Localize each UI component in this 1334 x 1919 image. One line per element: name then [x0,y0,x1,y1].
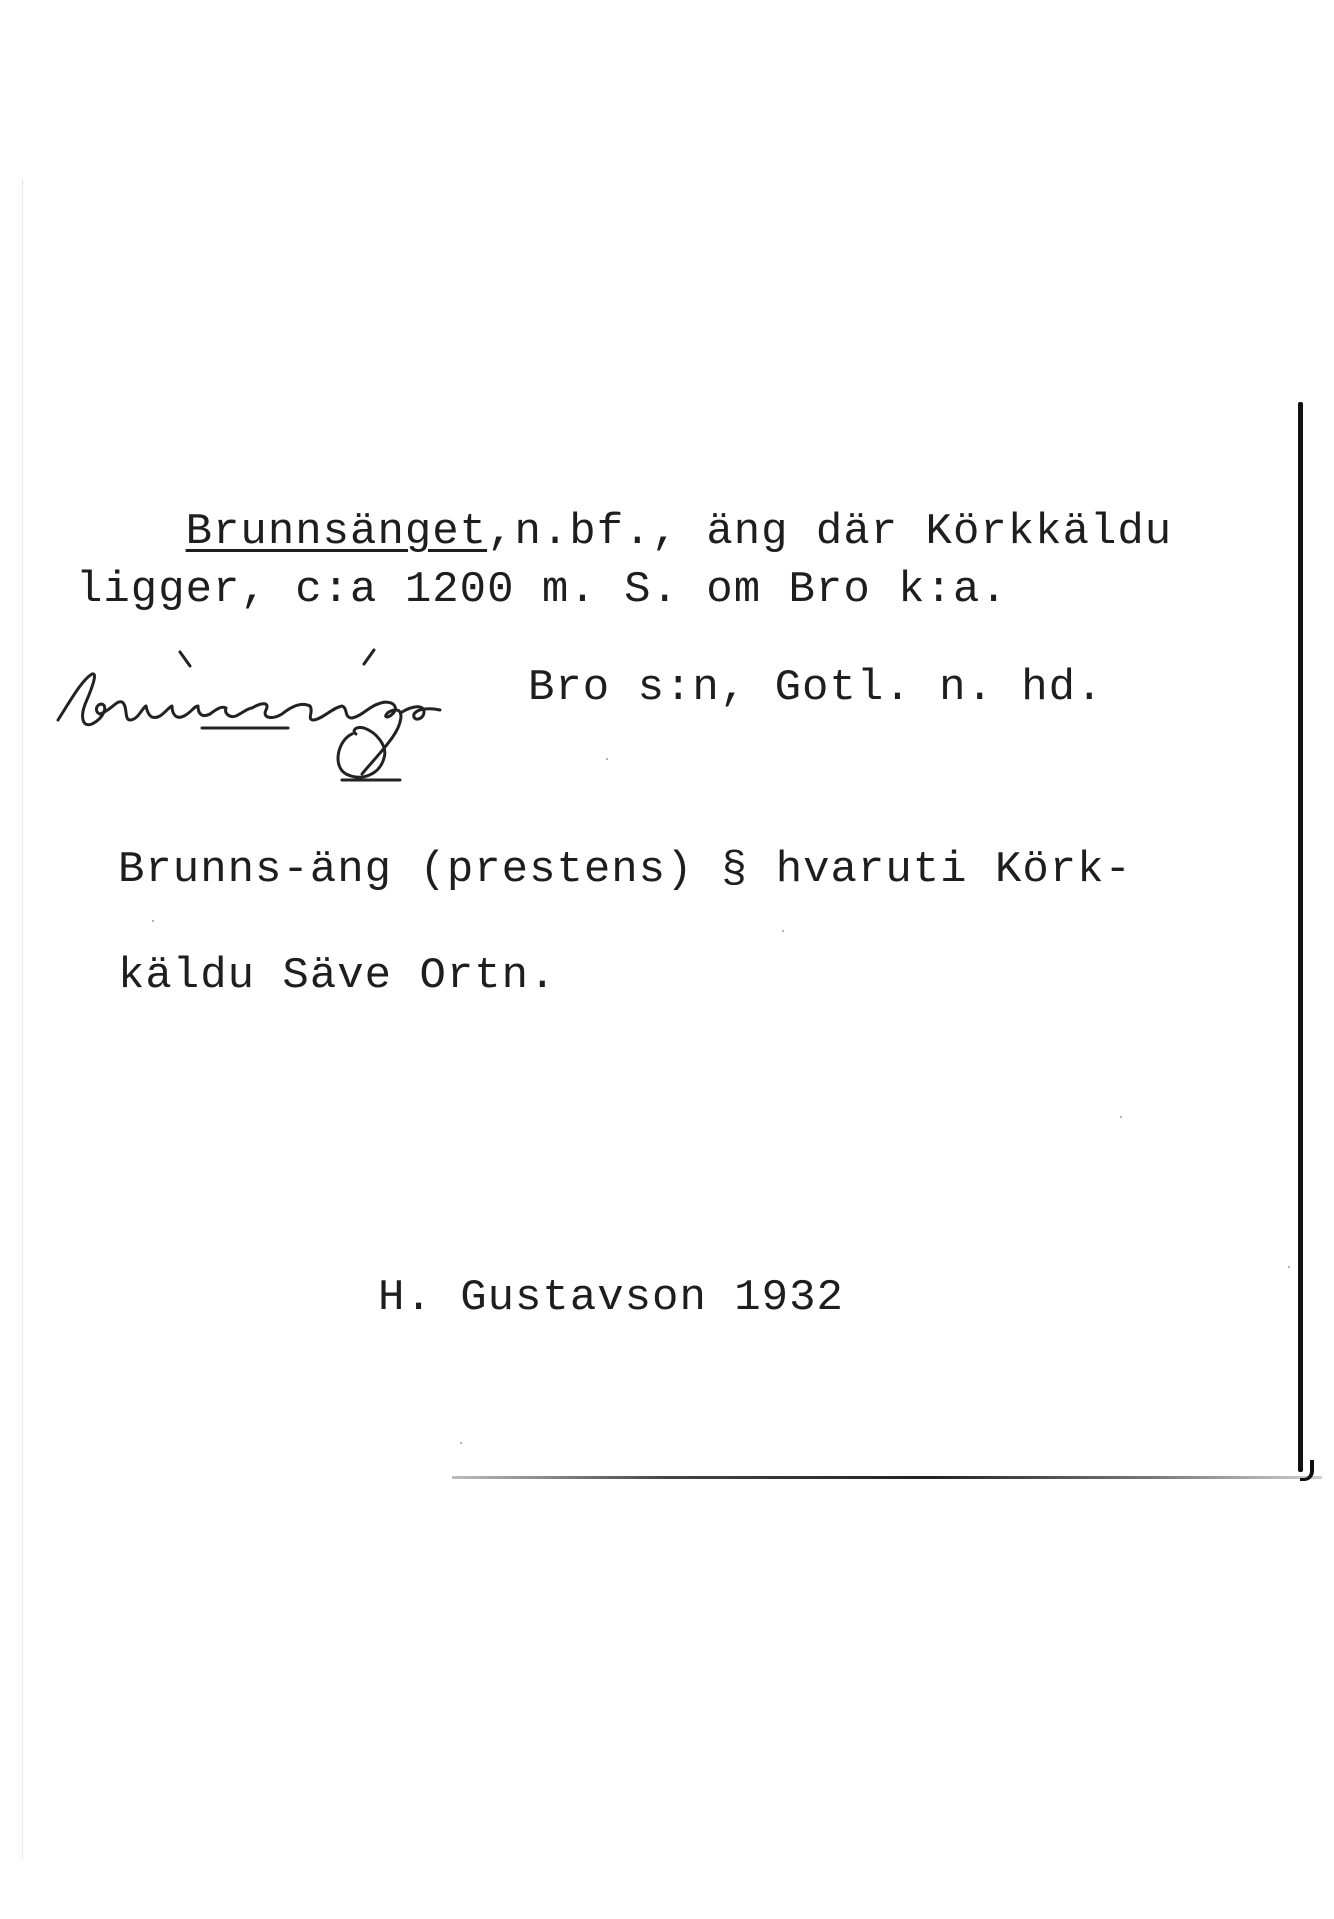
source-line-1: Brunns-äng (prestens) § hvaruti Körk- [118,845,1132,895]
scan-speck [782,930,784,932]
scan-margin-dots [22,180,23,1860]
source-line-2: käldu Säve Ortn. [118,951,557,1001]
headword: Brunnsänget [185,507,488,557]
card-edge-right [1298,402,1303,1472]
scan-speck [152,920,154,922]
entry-line-2: ligger, c:a 1200 m. S. om Bro k:a. [76,565,1008,615]
entry-line-1-rest: ,n.bf., äng där Körkkäldu [487,507,1173,557]
handwritten-form [52,628,472,778]
scan-speck [460,1442,462,1444]
card-edge-bottom [452,1476,1322,1479]
entry-line-3: Bro s:n, Gotl. n. hd. [528,663,1104,713]
scan-speck [606,758,608,760]
collector-signature: H. Gustavson 1932 [378,1273,844,1323]
scan-speck [1120,1116,1122,1118]
scan-speck [1288,1266,1290,1268]
